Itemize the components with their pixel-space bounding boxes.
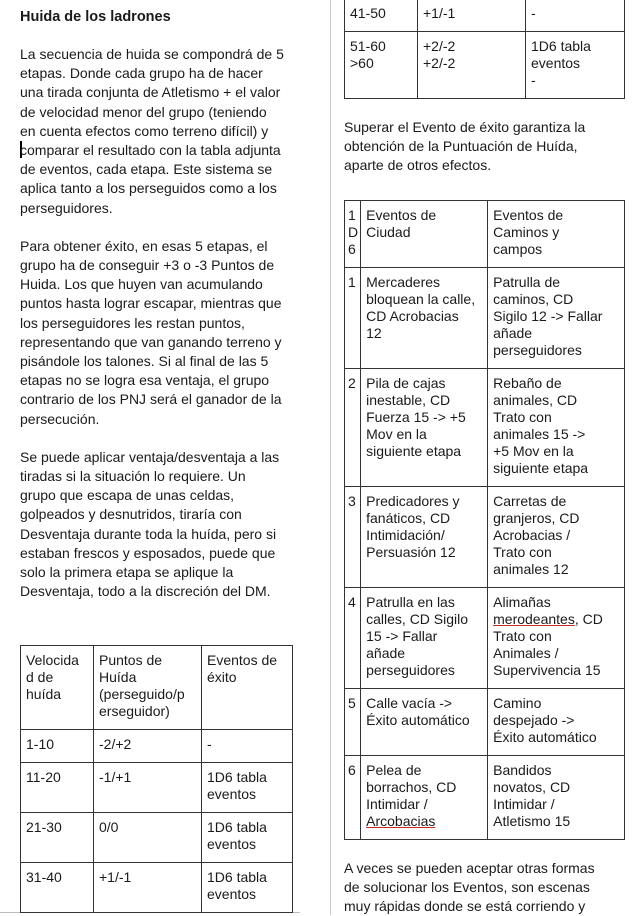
table-cell — [488, 587, 625, 688]
header-cell — [488, 200, 625, 267]
cell-line: d de — [26, 669, 54, 685]
table-cell — [345, 486, 361, 587]
cell-line: 1 — [348, 206, 356, 223]
cell-line: 2 — [348, 374, 356, 391]
table-row — [21, 730, 293, 763]
paragraph-intro: La secuencia de huida se compondrá de 5 etapas. Donde cada grupo ha de hacer una tirada conjunta de Atletismo + el valor de velocidad menor del grupo (teniendo en cuenta efectos como terreno difícil) y comparar el resultado con la tabla adjunta de eventos, cada etapa. Este sistema se aplica tanto a los perseguidos como a los perseguidores. — [20, 46, 284, 216]
cell-line: animales 15 -> — [493, 425, 586, 442]
events-table — [344, 200, 625, 840]
cell-line: Calle vacía -> — [366, 694, 453, 711]
cell-line: 0/0 — [99, 819, 119, 835]
cell-line: Huída — [99, 669, 137, 685]
table-cell — [488, 267, 625, 368]
cell-line: - — [531, 72, 536, 88]
table-cell — [345, 755, 361, 839]
cell-line: Caminos y — [493, 223, 560, 240]
cell-line: Bandidos — [493, 761, 552, 778]
cell-line: perseguidores — [493, 341, 582, 358]
table-cell — [21, 730, 94, 763]
cell-line: +2/-2 — [423, 55, 456, 71]
cell-line: Puntos de — [99, 652, 163, 668]
cell-line: calles, CD Sigilo — [366, 610, 469, 627]
cell-line: 5 — [348, 694, 356, 711]
table-cell — [361, 267, 488, 368]
right-column — [344, 0, 626, 916]
cell-line: - — [207, 736, 212, 752]
cell-line: >60 — [350, 55, 374, 71]
table-cell — [202, 730, 293, 763]
table-cell — [94, 813, 202, 863]
cell-line: Eventos de — [207, 652, 278, 668]
cell-line: erseguidor) — [99, 703, 170, 719]
cell-line: Fuerza 15 -> +5 — [366, 408, 466, 425]
table-cell — [526, 0, 625, 32]
table-cell — [94, 730, 202, 763]
cell-line: Predicadores y — [366, 492, 460, 509]
cell-line: caminos, CD — [493, 290, 574, 307]
table-row — [345, 368, 625, 486]
cell-line: huída — [26, 686, 62, 702]
cell-line: 31-40 — [26, 869, 62, 885]
cell-line: Mercaderes — [366, 273, 441, 290]
table-row — [345, 688, 625, 755]
table-cell — [361, 587, 488, 688]
cell-line: 51-60 — [350, 38, 386, 54]
table-cell — [345, 368, 361, 486]
cell-line: Trato con — [493, 627, 552, 644]
cell-line: Atletismo 15 — [493, 812, 571, 829]
cell-line: siguiente etapa — [493, 459, 589, 476]
cell-line: 6 — [348, 240, 356, 257]
cell-line: 6 — [348, 761, 356, 778]
cell-line: añade — [366, 644, 406, 661]
header-cell — [94, 646, 202, 730]
cell-line: eventos — [207, 836, 257, 852]
cell-line: Mov en la — [366, 425, 427, 442]
cell-line: Carretas de — [493, 492, 567, 509]
table-cell — [345, 267, 361, 368]
table-row — [345, 486, 625, 587]
cell-line: Acrobacias / — [493, 526, 571, 543]
table-cell — [21, 763, 94, 813]
header-cell — [21, 646, 94, 730]
table-row — [21, 863, 293, 913]
cell-line: +1/-1 — [99, 869, 132, 885]
cell-line: 15 -> Fallar — [366, 627, 438, 644]
table-cell — [488, 688, 625, 755]
cell-line: Éxito automático — [366, 711, 470, 728]
cell-line: 1-10 — [26, 736, 55, 752]
cell-line: borrachos, CD — [366, 778, 457, 795]
cell-line: animales 12 — [493, 560, 569, 577]
cell-line: Supervivencia 15 — [493, 661, 601, 678]
paragraph-advantage: Se puede aplicar ventaja/desventaja a las tiradas si la situación lo requiere. Un grupo que escapa de unas celdas, golpeados y desnutridos, tiraría con Desventaja durante toda la huída, pero si estaban frescos y esposados, puede que solo la primera etapa se aplique la Desventaja, todo a la discreción del DM. — [20, 448, 280, 600]
cell-line: Patrulla de — [493, 273, 561, 290]
table-cell — [488, 486, 625, 587]
cell-line: granjeros, CD — [493, 509, 580, 526]
table-row — [345, 0, 625, 32]
table-row — [345, 32, 625, 99]
cell-line: despejado -> — [493, 711, 575, 728]
table-cell — [202, 863, 293, 913]
cell-line: Sigilo 12 -> Fallar — [493, 307, 603, 324]
cell-line: Éxito automático — [493, 728, 597, 745]
cell-line: D — [348, 223, 359, 240]
paragraph-success-guarantee: Superar el Evento de éxito garantiza la obtención de la Puntuación de Huída, aparte de otros efectos. — [344, 119, 586, 174]
cell-line: 21-30 — [26, 819, 62, 835]
cell-line: eventos — [207, 886, 257, 902]
cell-line: éxito — [207, 669, 237, 685]
cell-line: Animales / — [493, 644, 559, 661]
table-cell — [94, 763, 202, 813]
cell-line: animales, CD — [493, 391, 578, 408]
table-cell — [21, 863, 94, 913]
table-cell — [94, 863, 202, 913]
cell-line: merodeantes, CD — [493, 610, 603, 627]
table-cell — [345, 0, 418, 32]
table-cell — [202, 763, 293, 813]
table-header-row — [21, 646, 293, 730]
table-cell — [418, 32, 526, 99]
table-cell — [361, 486, 488, 587]
table-row — [21, 813, 293, 863]
cell-line: Intimidar / — [493, 795, 555, 812]
table-cell — [488, 755, 625, 839]
cell-line: 11-20 — [26, 769, 61, 785]
cell-line: Patrulla en las — [366, 593, 455, 610]
cell-line: novatos, CD — [493, 778, 571, 795]
speed-table-continued — [344, 0, 625, 99]
cell-line: -1/+1 — [99, 769, 132, 785]
cell-line: Persuasión 12 — [366, 543, 456, 560]
cell-line: 41-50 — [350, 5, 386, 21]
cell-line: Pila de cajas — [366, 374, 446, 391]
table-cell — [202, 813, 293, 863]
cell-line: añade — [493, 324, 533, 341]
cell-line: 4 — [348, 593, 356, 610]
cell-line: 1D6 tabla — [207, 869, 267, 885]
speed-table — [20, 645, 293, 913]
cell-line: +5 Mov en la — [493, 442, 574, 459]
column-divider — [330, 0, 331, 915]
cell-line: campos — [493, 240, 543, 257]
table-cell — [361, 688, 488, 755]
cell-line: - — [531, 5, 536, 21]
paragraph-success: Para obtener éxito, en esas 5 etapas, el grupo ha de conseguir +3 o -3 Puntos de Huida. Los que huyen van acumulando puntos hasta lograr escapar, mientras que los perseguidores les restan puntos, representando que van ganando terreno y pisándole los talones. Si al final de las 5 etapas no se logra esa ventaja, el grupo contrario de los PNJ será el ganador de la persecución. — [20, 237, 282, 427]
cell-line: Intimidación/ — [366, 526, 445, 543]
table-cell — [345, 32, 418, 99]
cell-line: 12 — [366, 324, 382, 341]
cell-line: eventos — [531, 55, 581, 71]
cell-line: Camino — [493, 694, 542, 711]
table-row — [345, 587, 625, 688]
cell-line: 1D6 tabla — [207, 769, 267, 785]
cell-line: Pelea de — [366, 761, 422, 778]
cell-line: 1D6 tabla — [207, 819, 267, 835]
header-cell — [202, 646, 293, 730]
cell-line: +2/-2 — [423, 38, 456, 54]
paragraph-alternatives: A veces se pueden aceptar otras formas de solucionar los Eventos, son escenas muy rápidas donde se está corriendo y — [344, 859, 595, 915]
cell-line: eventos — [207, 786, 257, 802]
cell-line: inestable, CD — [366, 391, 451, 408]
cell-line: Trato con — [493, 543, 552, 560]
table-row — [21, 763, 293, 813]
cell-line: CD Acrobacias — [366, 307, 459, 324]
cell-line: Eventos de — [493, 206, 564, 223]
left-column — [20, 0, 310, 601]
cell-line: 1D6 tabla — [531, 38, 591, 54]
section-title: Huida de los ladrones — [20, 9, 171, 25]
cell-line: +1/-1 — [423, 5, 456, 21]
cell-line: fanáticos, CD — [366, 509, 451, 526]
cell-line: 1 — [348, 273, 356, 290]
cell-line: Trato con — [493, 408, 552, 425]
table-row — [345, 755, 625, 839]
table-header-row — [345, 200, 625, 267]
cell-line: perseguidores — [366, 661, 455, 678]
cell-line: siguiente etapa — [366, 442, 462, 459]
table-cell — [345, 587, 361, 688]
cell-line: Intimidar / — [366, 795, 428, 812]
table-cell — [21, 813, 94, 863]
header-cell — [345, 200, 361, 267]
cell-line: Rebaño de — [493, 374, 562, 391]
cell-line: Velocida — [26, 652, 79, 668]
table-cell — [361, 755, 488, 839]
cell-line: Alimañas — [493, 593, 551, 610]
cell-line: Arcobacias — [366, 812, 436, 829]
table-cell — [345, 688, 361, 755]
cell-line: Eventos de — [366, 206, 437, 223]
cell-line: -2/+2 — [99, 736, 132, 752]
table-cell — [488, 368, 625, 486]
table-row — [345, 267, 625, 368]
table-cell — [526, 32, 625, 99]
cell-line: bloquean la calle, — [366, 290, 476, 307]
header-cell — [361, 200, 488, 267]
cell-line: 3 — [348, 492, 356, 509]
cell-line: (perseguido/p — [99, 686, 185, 702]
table-cell — [418, 0, 526, 32]
cell-line: Ciudad — [366, 223, 411, 240]
table-cell — [361, 368, 488, 486]
